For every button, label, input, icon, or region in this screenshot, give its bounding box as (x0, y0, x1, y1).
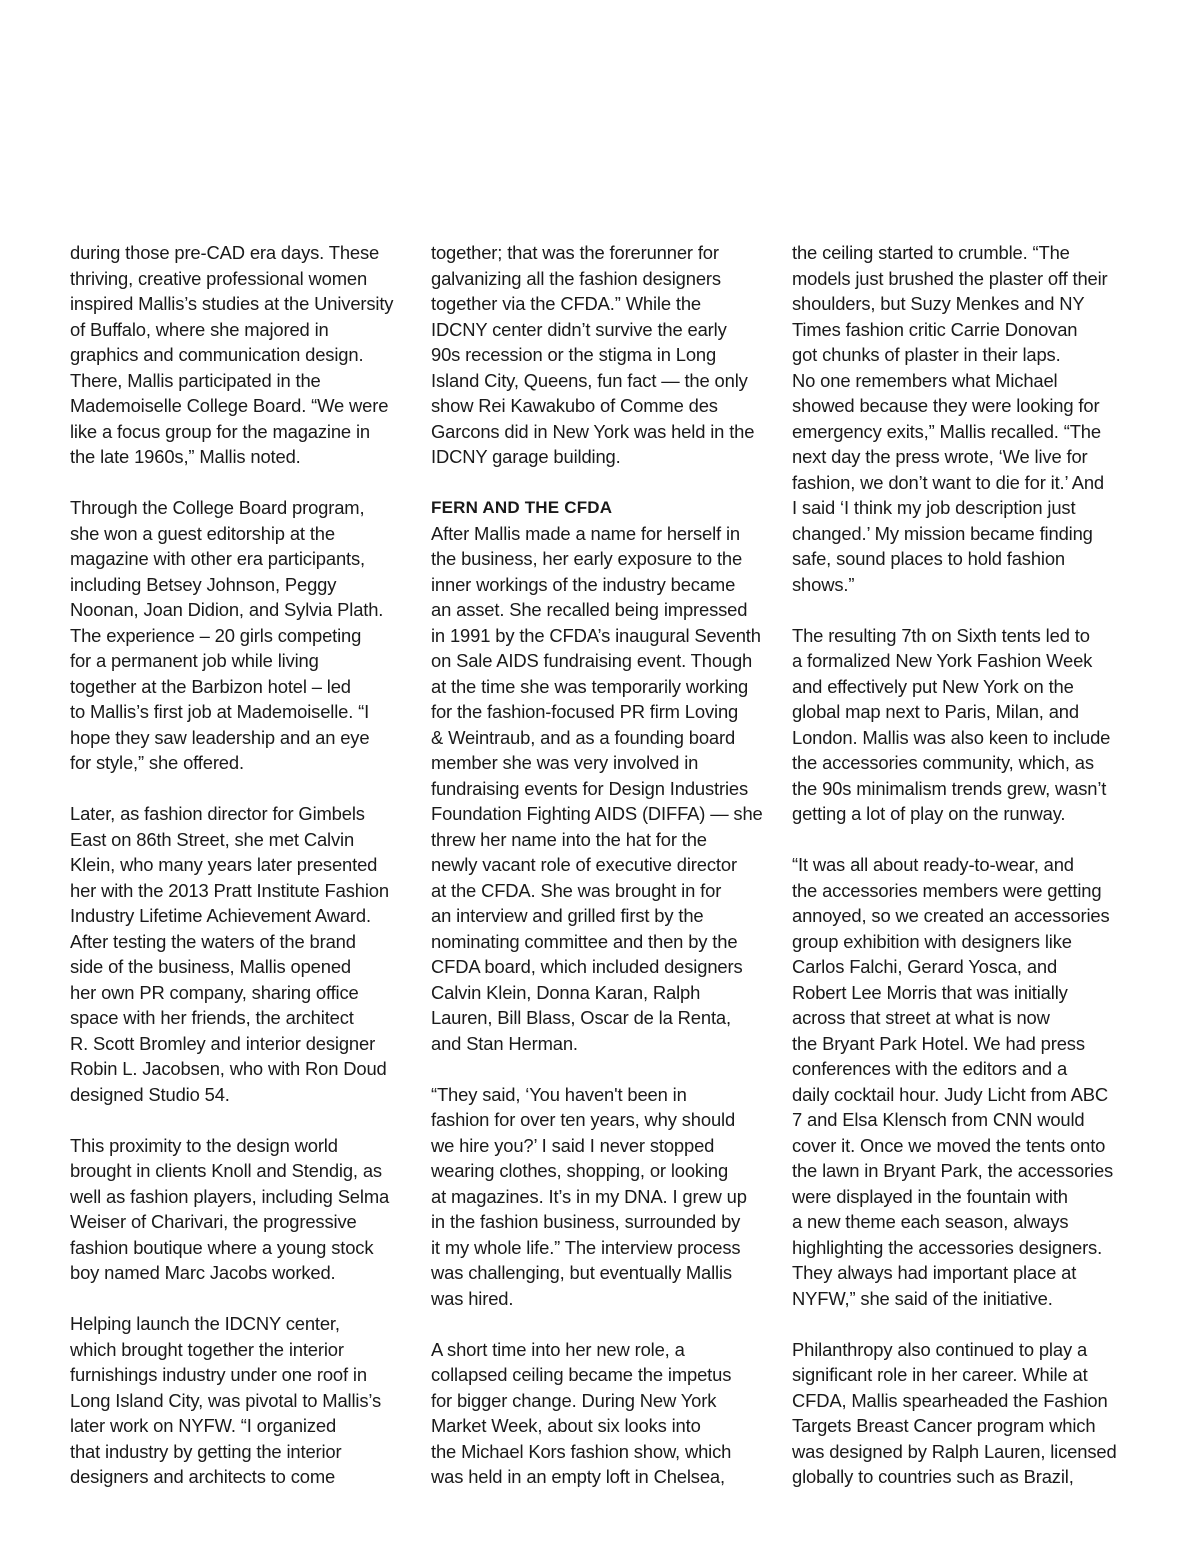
paragraph: A short time into her new role, a collapsed ceiling became the impetus for bigger change. During New York Market Week, about six looks into the Michael Kors fashion show, which was held in an empty loft in Chelsea, (431, 1338, 732, 1487)
article-column-2 (431, 240, 776, 1490)
paragraph: After Mallis made a name for herself in the business, her early exposure to the inner workings of the industry became an asset. She recalled being impressed in 1991 by the CFDA’s inaugural Seventh on Sale AIDS fundraising event. Though at the time she was temporarily working for the fashion-focused PR firm Loving & Weintraub, and as a founding board member she was very involved in fundraising events for Design Industries Foundation Fighting AIDS (DIFFA) — she threw her name into the hat for the newly vacant role of executive director at the CFDA. She was brought in for an interview and grilled first by the nominating committee and then by the CFDA board, which included designers Calvin Klein, Donna Karan, Ralph Lauren, Bill Blass, Oscar de la Renta, and Stan Herman. (431, 522, 763, 1054)
paragraph: the ceiling started to crumble. “The models just brushed the plaster off their shoulders, but Suzy Menkes and NY Times fashion critic Carrie Donovan got chunks of plaster in their laps. No one remembers what Michael showed because they were looking for emergency exits,” Mallis recalled. “The next day the press wrote, ‘We live for fashion, we don’t want to die for it.’ And I said ‘I think my job description just changed.’ My mission became finding safe, sound places to hold fashion shows.” (792, 242, 1108, 595)
section-heading: FERN AND THE CFDA (431, 498, 613, 517)
paragraph: during those pre-CAD era days. These thriving, creative professional women inspired Mallis’s studies at the University of Buffalo, where she majored in graphics and communication design. There, Mallis participated in the Mademoiselle College Board. “We were like a focus group for the magazine in the late 1960s,” Mallis noted. (70, 242, 394, 467)
paragraph: Philanthropy also continued to play a significant role in her career. While at CFDA, Mallis spearheaded the Fashion Targets Breast Cancer program which was designed by Ralph Lauren, licensed globally to countries such as Brazil, (792, 1338, 1117, 1487)
paragraph: Through the College Board program, she won a guest editorship at the magazine with other era participants, including Betsey Johnson, Peggy Noonan, Joan Didion, and Sylvia Plath. The experience – 20 girls competing for a permanent job while living together at the Barbizon hotel – led to Mallis’s first job at Mademoiselle. “I hope they saw leadership and an eye for style,” she offered. (70, 497, 384, 773)
paragraph: together; that was the forerunner for galvanizing all the fashion designers together via the CFDA.” While the IDCNY center didn’t survive the early 90s recession or the stigma in Long Island City, Queens, fun fact — the only show Rei Kawakubo of Comme des Garcons did in New York was held in the IDCNY garage building. (431, 242, 755, 467)
paragraph: The resulting 7th on Sixth tents led to a formalized New York Fashion Week and effectively put New York on the global map next to Paris, Milan, and London. Mallis was also keen to include the accessories community, which, as the 90s minimalism trends grew, wasn’t getting a lot of play on the runway. (792, 624, 1111, 824)
paragraph: “They said, ‘You haven't been in fashion for over ten years, why should we hire you?’ I said I never stopped wearing clothes, shopping, or looking at magazines. It’s in my DNA. I grew up in the fashion business, surrounded by it my whole life.” The interview process was challenging, but eventually Mallis was hired. (431, 1083, 747, 1309)
paragraph: This proximity to the design world brought in clients Knoll and Stendig, as well as fashion players, including Selma Weiser of Charivari, the progressive fashion boutique where a young stock boy named Marc Jacobs worked. (70, 1134, 390, 1283)
paragraph: Helping launch the IDCNY center, which brought together the interior furnishings industry under one roof in Long Island City, was pivotal to Mallis’s later work on NYFW. “I organized that industry by getting the interior designers and architects to come (70, 1313, 382, 1487)
paragraph: “It was all about ready-to-wear, and the accessories members were getting annoyed, so we created an accessories group exhibition with designers like Carlos Falchi, Gerard Yosca, and Robert Lee Morris that was initially across that street at what is now the Bryant Park Hotel. We had press conferences with the editors and a daily cocktail hour. Judy Licht from ABC 7 and Elsa Klensch from CNN would cover it. Once we moved the tents onto the lawn in Bryant Park, the accessories were displayed in the fountain with a new theme each season, always highlighting the accessories designers. They always had important place at NYFW,” she said of the initiative. (792, 854, 1114, 1309)
paragraph: Later, as fashion director for Gimbels East on 86th Street, she met Calvin Klein, who many years later presented her with the 2013 Pratt Institute Fashion Industry Lifetime Achievement Award. After testing the waters of the brand side of the business, Mallis opened her own PR company, sharing office space with her friends, the architect R. Scott Bromley and interior designer Robin L. Jacobsen, who with Ron Doud designed Studio 54. (70, 803, 389, 1105)
article-column-3 (792, 240, 1142, 1490)
article-column-1 (70, 240, 415, 1490)
